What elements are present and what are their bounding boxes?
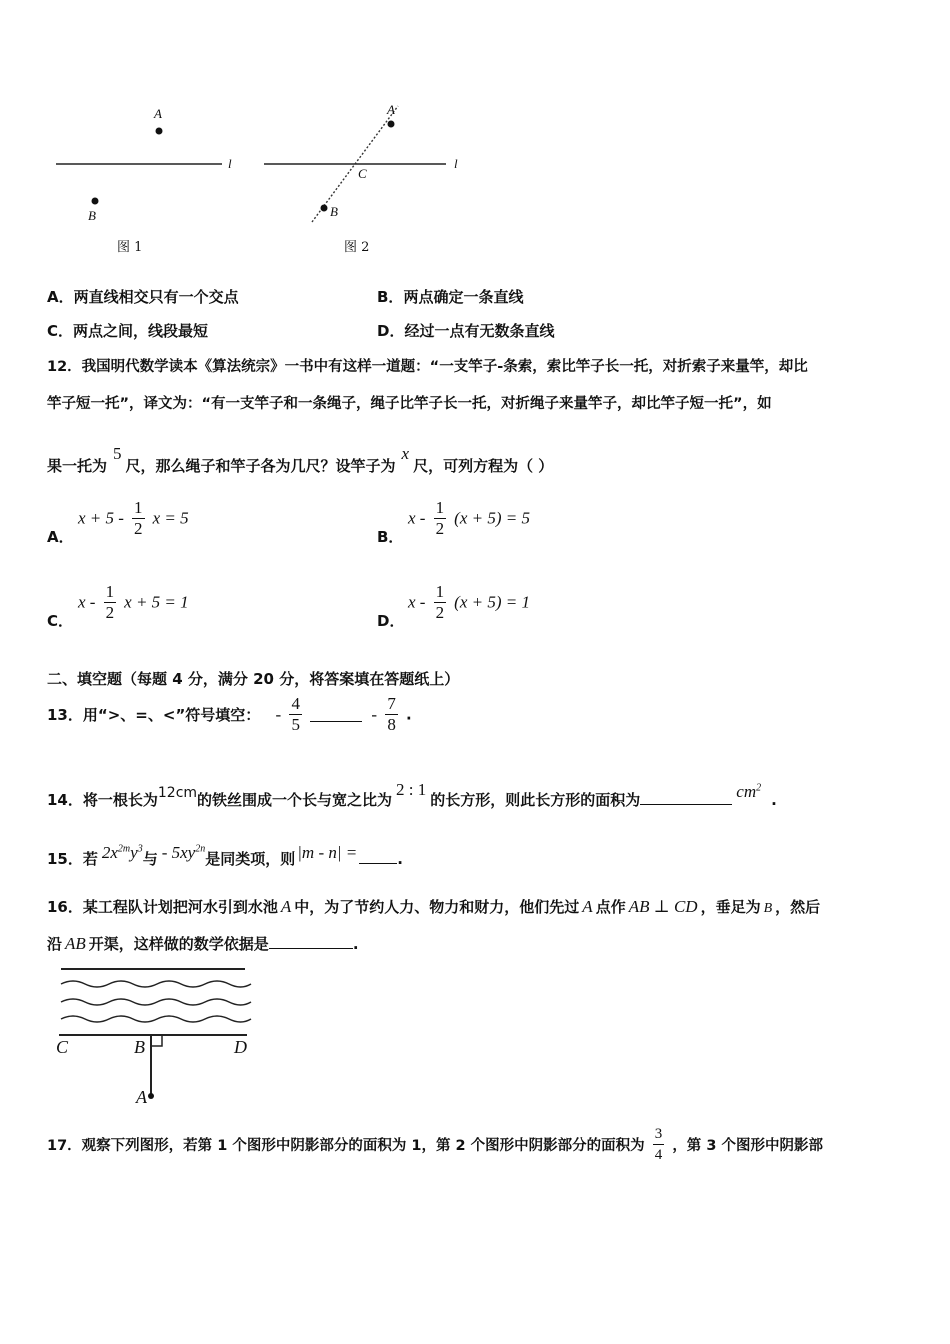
section-2-heading: 二、填空题（每题 4 分，满分 20 分，将答案填在答题纸上） — [47, 670, 460, 688]
q16-line1-a: 16．某工程队计划把河水引到水池 — [47, 898, 278, 916]
q15-term-2-coef: - 5xy — [161, 843, 196, 862]
q16-end: . — [352, 935, 359, 953]
q12-option-c-fraction-den: 2 — [105, 603, 115, 622]
q12-value-5: 5 — [113, 444, 122, 463]
q12-option-c-fraction-num: 1 — [105, 582, 115, 601]
q16-line1-b: 中，为了节约人力、物力和财力，他们先过 — [294, 898, 580, 916]
q11-option-b-text: 两点确定一条直线 — [403, 288, 524, 306]
q12-line1: 12．我国明代数学读本《算法统宗》一书中有这样一道题：“一支竿子-条索，索比竿子长一托，对折索子来量竿，却比 — [47, 359, 808, 375]
q15-answer-blank[interactable] — [359, 849, 397, 864]
q11-option-d — [377, 320, 554, 341]
q11-option-b-letter: B． — [377, 288, 404, 306]
q14-unit — [736, 782, 761, 801]
q13-fraction-1-den: 5 — [291, 715, 300, 734]
q16-point-a: A — [280, 897, 292, 916]
q12-option-c-post: x + 5 = 1 — [124, 592, 189, 612]
q12-option-b-post: (x + 5) = 5 — [454, 508, 530, 528]
q14-text-a: 14．将一根长为 — [47, 791, 158, 809]
q16-line1-c: 点作 — [595, 898, 626, 916]
q17-fraction-den: 4 — [654, 1147, 663, 1163]
q13-minus-1: - — [275, 704, 282, 724]
q12-option-b-fraction-den: 2 — [435, 519, 445, 538]
fig1-label-A: A — [154, 106, 162, 121]
q14-text-b: 的铁丝围成一个长与宽之比为 — [197, 791, 393, 809]
q16-line1-e: ，然后 — [775, 898, 821, 916]
q14 — [47, 780, 777, 810]
q13-answer-blank[interactable] — [310, 707, 362, 722]
q12-option-b-fraction-num: 1 — [435, 498, 445, 517]
q15-end: . — [397, 850, 403, 868]
q13-text: 13．用“>、=、<”符号填空： — [47, 706, 261, 724]
q15-term-1 — [102, 843, 143, 862]
q16-figure-label-b: B — [134, 1037, 145, 1057]
q11-option-a — [47, 286, 239, 307]
q15-term-1-exp1: 2m — [117, 843, 131, 855]
q15-term-2 — [162, 843, 206, 862]
q16-line2 — [47, 933, 359, 954]
q15 — [47, 843, 403, 869]
q12-option-d-fraction-den: 2 — [435, 603, 445, 622]
q13-minus-2: - — [371, 704, 378, 724]
q15-text-a: 15．若 — [47, 850, 98, 868]
q14-end: . — [771, 791, 777, 809]
q12-line3-a: 果一托为 — [47, 457, 108, 475]
q11-option-a-letter: A． — [47, 288, 74, 306]
q12-option-d-post: (x + 5) = 1 — [454, 592, 530, 612]
q12-option-b-letter: B． — [377, 528, 404, 546]
q17-text-a: 17．观察下列图形，若第 1 个图形中阴影部分的面积为 1，第 2 个图形中阴影部分的面积为 — [47, 1138, 645, 1154]
q12-option-d-fraction-num: 1 — [435, 582, 445, 601]
q14-unit-text: cm — [736, 782, 757, 801]
q11-option-d-letter: D． — [377, 322, 405, 340]
q13-fraction-1-num: 4 — [291, 694, 300, 713]
q12-option-a-fraction — [132, 498, 145, 539]
q16-line2-a: 沿 — [47, 935, 63, 953]
fig2-label-C: C — [358, 166, 367, 181]
q15-term-1-y: y — [130, 843, 138, 862]
q17 — [47, 1124, 823, 1165]
q17-text-b: ，第 3 个图形中阴影部 — [672, 1138, 823, 1154]
q12-option-c-pre: x - — [78, 592, 96, 612]
fig1-label-l: l — [228, 156, 232, 171]
q12-line3-c: 尺，可列方程为（ ） — [413, 457, 554, 475]
q12-option-a-pre: x + 5 - — [78, 508, 124, 528]
q13-fraction-1 — [289, 694, 302, 735]
q15-term-1-coef: 2x — [101, 843, 118, 862]
q12-option-a-post: x = 5 — [152, 508, 189, 528]
q16-segment-ab: AB — [65, 934, 86, 953]
q14-text-c: 的长方形，则此长方形的面积为 — [430, 791, 641, 809]
q12-line3-b: 尺，那么绳子和竿子各为几尺？设竿子为 — [125, 457, 396, 475]
q12-option-c-fraction — [104, 582, 117, 623]
q15-term-1-exp2: 3 — [137, 843, 143, 855]
fig2-caption: 图 2 — [344, 240, 370, 255]
q12-variable-x: x — [401, 444, 410, 463]
q13-fraction-2 — [385, 694, 398, 735]
q11-option-c-text: 两点之间，线段最短 — [73, 322, 209, 340]
q15-abs-expression: |m - n| = — [297, 843, 358, 862]
figure-2 — [260, 100, 480, 260]
q16-point-a-2: A — [582, 897, 593, 916]
q16-answer-blank[interactable] — [269, 934, 353, 949]
fig2-label-B: B — [330, 204, 338, 219]
q15-term-2-exp: 2n — [195, 843, 206, 855]
q12-option-b-equation — [408, 498, 530, 539]
q14-answer-blank[interactable] — [640, 790, 732, 805]
q16-point-b: B — [763, 901, 773, 916]
q11-option-d-text: 经过一点有无数条直线 — [404, 322, 555, 340]
q16-figure-label-a: A — [136, 1087, 147, 1107]
q11-option-a-text: 两直线相交只有一个交点 — [73, 288, 239, 306]
q16-perpendicular: AB ⊥ CD — [628, 897, 698, 916]
q15-text-b: 与 — [142, 850, 158, 868]
figure-1 — [50, 100, 250, 260]
q15-text-c: 是同类项，则 — [205, 850, 296, 868]
q12-line3 — [47, 444, 554, 476]
q17-fraction — [653, 1124, 665, 1165]
q16-line2-b: 开渠，这样做的数学依据是 — [88, 935, 269, 953]
q12-option-c-letter: C． — [47, 612, 74, 630]
q11-option-b — [377, 286, 523, 307]
q16-figure-label-c: C — [56, 1037, 69, 1057]
fig1-label-B: B — [88, 208, 96, 223]
q12-option-a-equation — [78, 498, 189, 539]
q14-length: 12cm — [157, 785, 198, 801]
q11-option-c-letter: C． — [47, 322, 74, 340]
q16-line1-d: ，垂足为 — [700, 898, 761, 916]
fig1-caption: 图 1 — [117, 240, 143, 255]
q12-option-d-equation — [408, 582, 530, 623]
q14-ratio: 2 : 1 — [396, 780, 427, 799]
q12-option-d-pre: x - — [408, 592, 426, 612]
q12-option-a-fraction-num: 1 — [134, 498, 143, 517]
q12-option-a-letter: A． — [47, 528, 74, 546]
q13 — [47, 694, 412, 735]
q16-line1 — [47, 896, 820, 917]
q12-option-b-fraction — [434, 498, 447, 539]
q16-figure-label-d: D — [234, 1037, 247, 1057]
q12-option-c-equation — [78, 582, 189, 623]
q16-river-figure — [55, 962, 255, 1112]
q12-option-d-letter: D． — [377, 612, 405, 630]
q13-fraction-2-num: 7 — [387, 694, 396, 713]
q14-unit-exponent: 2 — [756, 782, 762, 794]
q13-fraction-2-den: 8 — [387, 715, 396, 734]
q12-option-b-pre: x - — [408, 508, 426, 528]
q17-fraction-num: 3 — [653, 1124, 665, 1145]
q13-end: . — [406, 705, 412, 724]
q11-option-c — [47, 320, 208, 341]
q12-option-d-fraction — [434, 582, 447, 623]
fig2-label-l: l — [454, 156, 458, 171]
fig2-label-A: A — [387, 102, 395, 117]
q12-line2: 竿子短一托”，译文为：“有一支竿子和一条绳子，绳子比竿子长一托，对折绳子来量竿子，却比竿子短一托”，如 — [47, 396, 772, 412]
q12-option-a-fraction-den: 2 — [134, 519, 143, 538]
